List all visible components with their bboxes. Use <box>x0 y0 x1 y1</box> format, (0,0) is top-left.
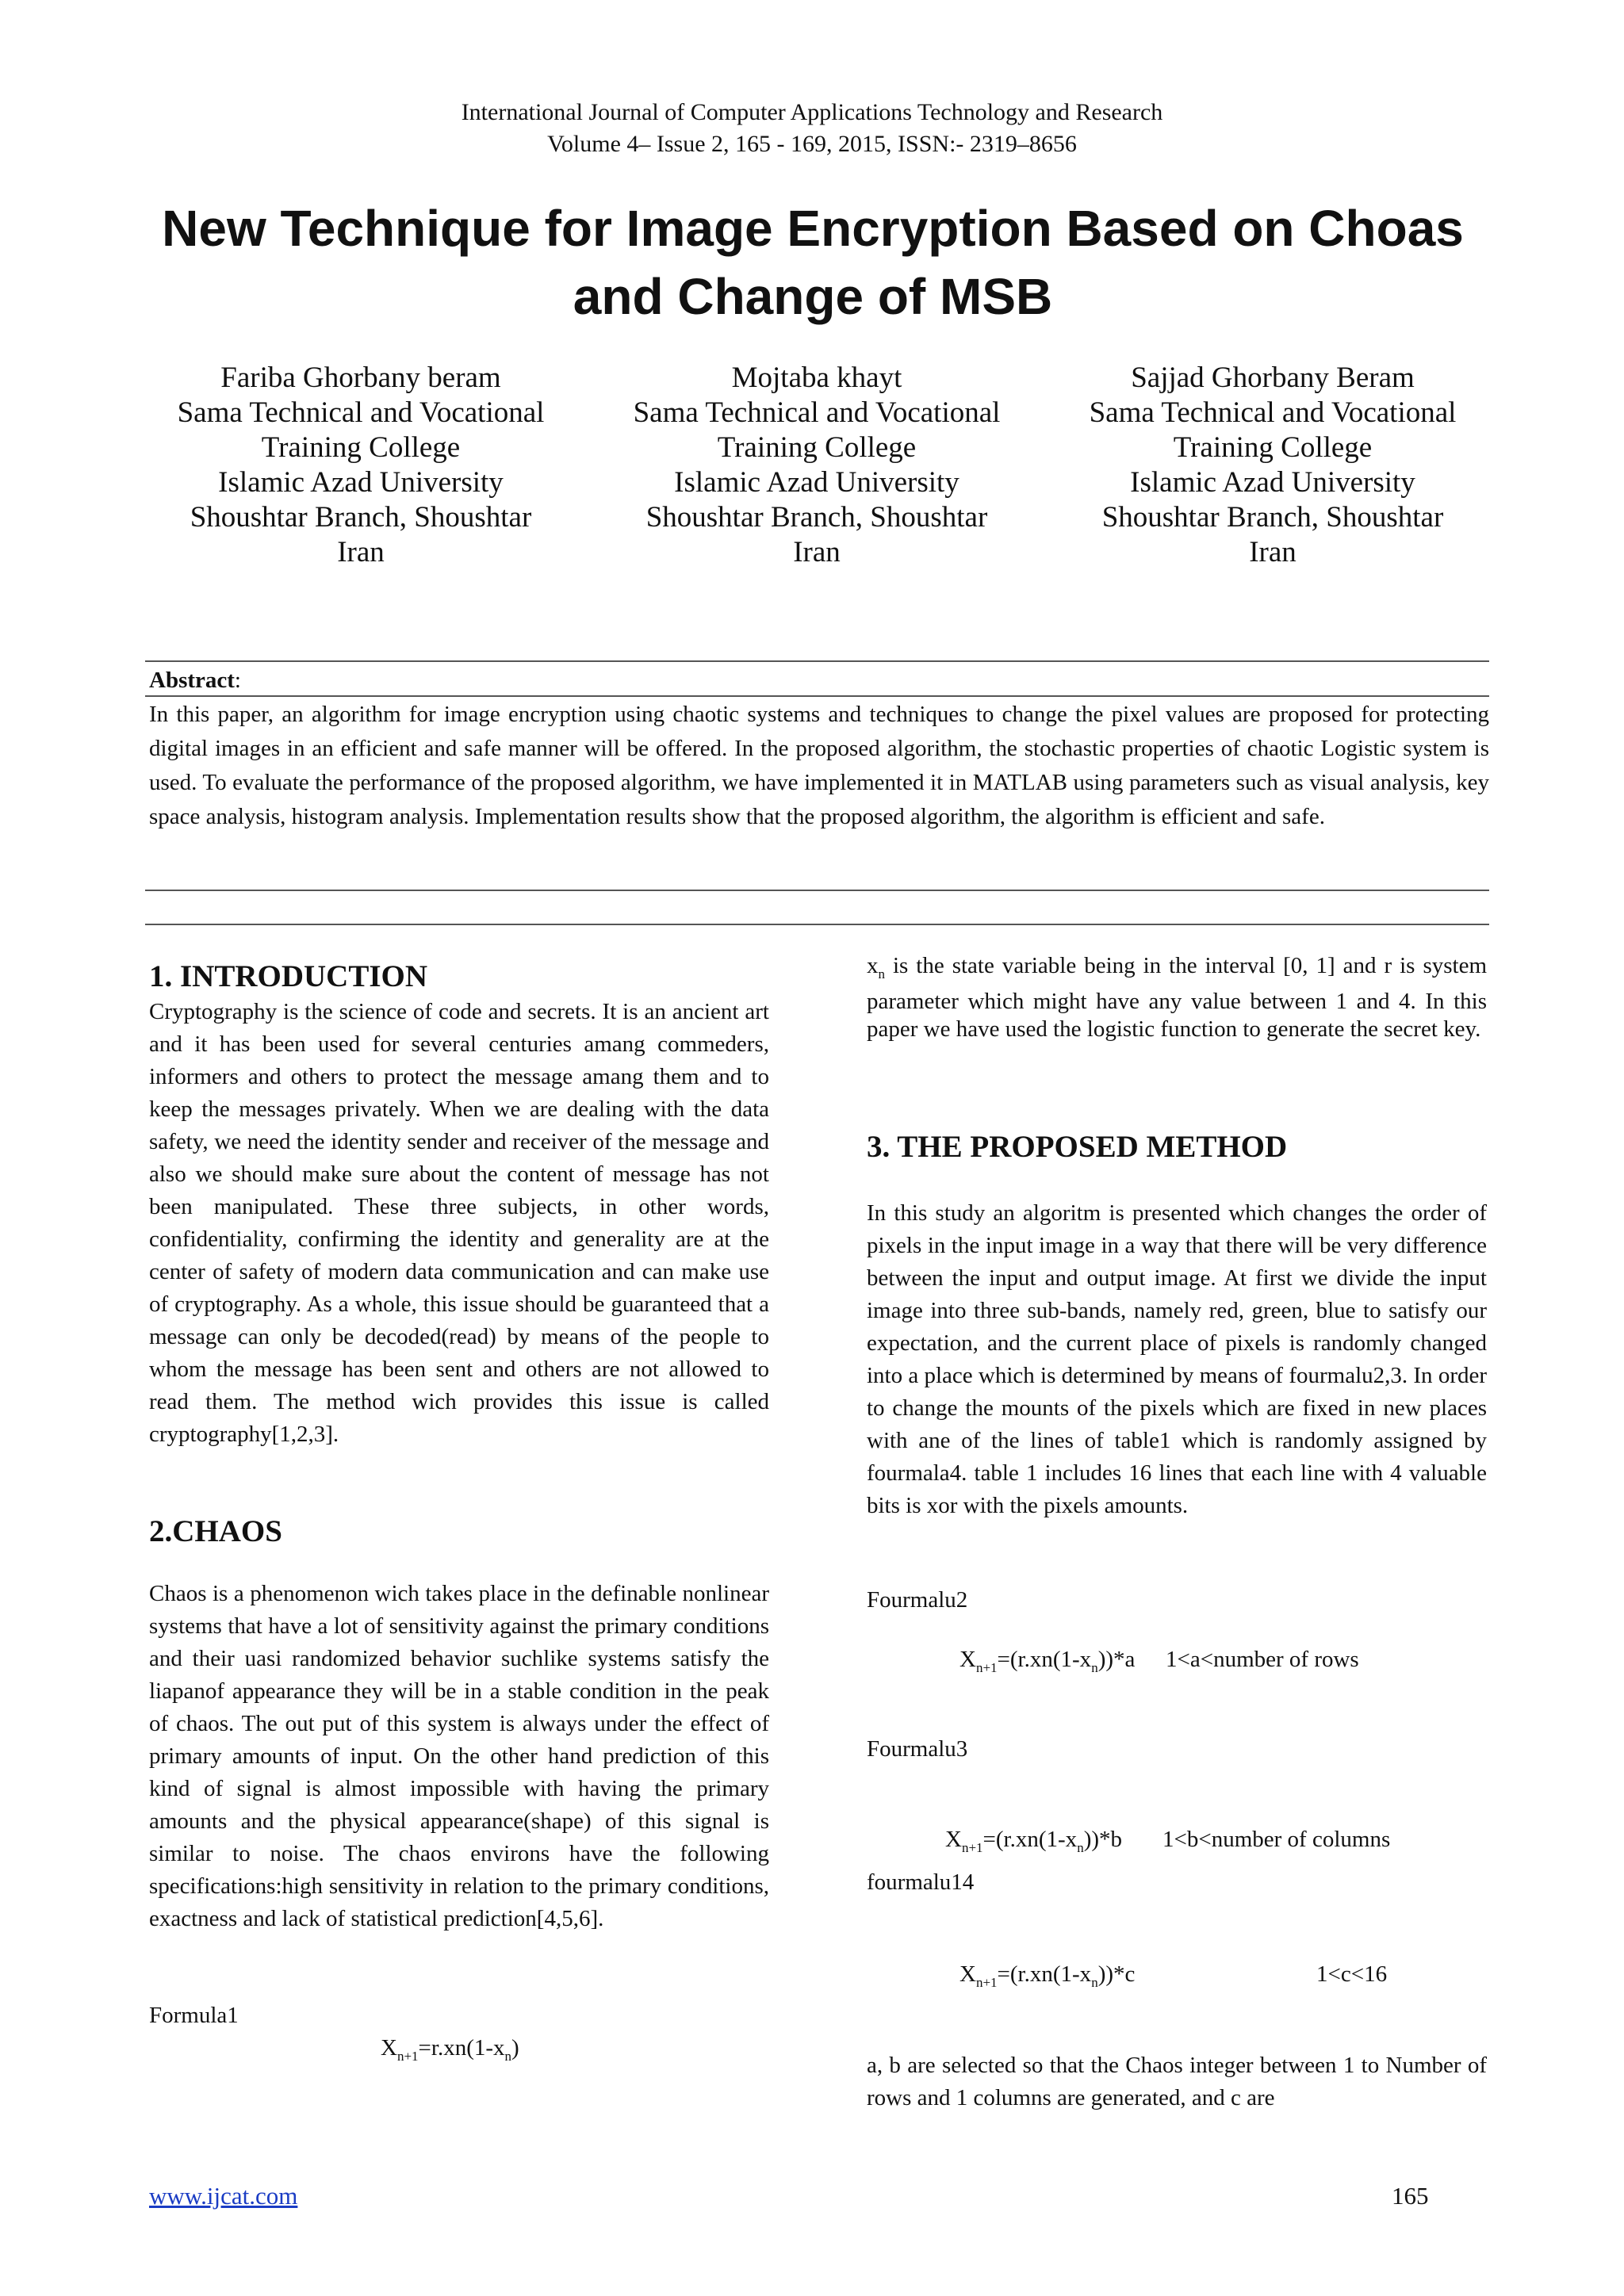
formula-expression: =r.xn(1-x <box>418 2035 505 2061</box>
author-affiliation: Islamic Azad University <box>674 466 959 499</box>
formula-4-label: fourmalu14 <box>867 1869 975 1895</box>
formula-subscript: n <box>1091 1974 1098 1990</box>
author-name: Mojtaba khayt <box>731 362 902 394</box>
formula-4 <box>959 1960 1135 1997</box>
author-country: Iran <box>793 536 841 568</box>
variable-description: is the state variable being in the interval [0, 1] and r is system parameter which might have any value between 1 and 4. In this paper we have used the logistic function to generate the secret key. <box>867 953 1487 1042</box>
formula-3 <box>945 1825 1122 1862</box>
state-variable-text <box>867 952 1487 1043</box>
author-affiliation: Islamic Azad University <box>1130 466 1415 499</box>
author-block-1 <box>139 361 583 570</box>
method-closing-text: a, b are selected so that the Chaos integer between 1 to Number of rows and 1 columns are generated, and c are <box>867 2053 1487 2110</box>
formula-subscript: n <box>1077 1839 1084 1855</box>
formula-2-label: Fourmalu2 <box>867 1587 968 1613</box>
formula-subscript: n+1 <box>396 2048 419 2064</box>
author-affiliation: Shoushtar Branch, Shoushtar <box>645 501 988 534</box>
introduction-text: Cryptography is the science of code and secrets. It is an ancient art and it has been used for several centuries amang commeders, informers and others to protect the message amang them and to keep the messages privately. When we are dealing with the data safety, we need the identity sender and receiver of the message and also we should make sure about the content of message has not been manipulated. These three subjects, in other words, confidentiality, confirming the identity and generality are at the center of safety of modern data communication and can make use of cryptography. As a whole, this issue should be guaranteed that a message can only be decoded(read) by means of the people to whom the message has been sent and others are not allowed to read them. The method wich provides this issue is called cryptography[1,2,3]. <box>149 999 769 1447</box>
divider-line <box>145 890 1489 891</box>
title-line-1: New Technique for Image Encryption Based on Choas <box>162 200 1464 257</box>
formula-subscript: n+1 <box>975 1659 998 1675</box>
author-block-2 <box>595 361 1039 570</box>
author-affiliation: Shoushtar Branch, Shoushtar <box>190 501 532 534</box>
formula-4-condition: 1<c<16 <box>1316 1961 1388 1987</box>
formula-subscript: n <box>1091 1659 1098 1675</box>
author-affiliation: Training College <box>717 431 917 464</box>
divider-line <box>145 924 1489 925</box>
abstract-label <box>149 666 241 695</box>
formula-3-condition: 1<b<number of columns <box>1162 1827 1391 1852</box>
formula-expression: ))*c <box>1097 1961 1136 1987</box>
section-heading-chaos: 2.CHAOS <box>149 1514 282 1548</box>
journal-website-link[interactable]: www.ijcat.com <box>149 2182 298 2210</box>
divider-line <box>145 695 1489 697</box>
formula-3-label: Fourmalu3 <box>867 1736 968 1762</box>
title-line-2: and Change of MSB <box>573 268 1053 325</box>
author-country: Iran <box>337 536 385 568</box>
formula-symbol: X <box>945 1827 962 1852</box>
chaos-text: Chaos is a phenomenon wich takes place in the definable nonlinear systems that have a lot of sensitivity against the primary conditions and their uasi randomized behavior suchlike systems satisfy the liapanof appearance they will be in a stable condition in the peak of chaos. The out put of this system is always under the effect of primary amounts of input. On the other hand prediction of this kind of signal is almost impossible with having the primary amounts and the physical appearance(shape) of this signal is similar to noise. The chaos environs have the following specifications:high sensitivity in relation to the primary conditions, exactness and lack of statistical prediction[4,5,6]. <box>149 1581 769 1931</box>
proposed-method-text: In this study an algoritm is presented which changes the order of pixels in the input image in a way that there will be very difference between the input and output image. At first we divide the input image into three sub-bands, namely red, green, blue to satisfy our expectation, and the current place of pixels is randomly changed into a place which is determined by means of fourmalu2,3. In order to change the mounts of the pixels which are fixed in new places with ane of the lines of table1 which is randomly assigned by fourmala4. table 1 includes 16 lines that each line with 4 valuable bits is xor with the pixels amounts. <box>867 1200 1487 1518</box>
section-heading-proposed-method: 3. THE PROPOSED METHOD <box>867 1130 1288 1164</box>
formula-expression: ) <box>511 2035 519 2061</box>
abstract-text: In this paper, an algorithm for image encryption using chaotic systems and techniques to change the pixel values are proposed for protecting digital images in an efficient and safe manner will be offered. In the proposed algorithm, the stochastic properties of chaotic Logistic system is used. To evaluate the performance of the proposed algorithm, we have implemented it in MATLAB using parameters such as visual analysis, key space analysis, histogram analysis. Implementation results show that the proposed algorithm, the algorithm is efficient and safe. <box>149 702 1489 829</box>
formula-subscript: n <box>504 2048 512 2064</box>
formula-1 <box>381 2034 519 2071</box>
formula-expression: ))*a <box>1097 1647 1136 1672</box>
author-affiliation: Sama Technical and Vocational <box>633 396 1001 429</box>
page-number: 165 <box>1392 2182 1429 2210</box>
formula-symbol: X <box>381 2035 397 2061</box>
formula-2 <box>959 1645 1135 1682</box>
formula-expression: =(r.xn(1-x <box>997 1647 1092 1672</box>
author-name: Fariba Ghorbany beram <box>220 362 501 394</box>
author-affiliation: Islamic Azad University <box>218 466 504 499</box>
formula-2-condition: 1<a<number of rows <box>1166 1647 1359 1672</box>
abstract-colon: : <box>234 668 241 693</box>
formula-1-label: Formula1 <box>149 2003 239 2028</box>
divider-line <box>145 660 1489 662</box>
author-block-3 <box>1051 361 1495 570</box>
variable-symbol: x <box>867 953 879 978</box>
section-heading-introduction: 1. INTRODUCTION <box>149 959 428 993</box>
formula-subscript: n+1 <box>961 1839 983 1855</box>
formula-expression: =(r.xn(1-x <box>997 1961 1092 1987</box>
author-affiliation: Training College <box>1173 431 1373 464</box>
paper-title <box>119 194 1507 331</box>
formula-symbol: X <box>959 1647 976 1672</box>
abstract-label-text: Abstract <box>149 668 235 693</box>
journal-volume: Volume 4– Issue 2, 165 - 169, 2015, ISSN:- 2319–8656 <box>547 131 1077 157</box>
formula-subscript: n+1 <box>975 1974 998 1990</box>
formula-symbol: X <box>959 1961 976 1987</box>
author-affiliation: Training College <box>261 431 461 464</box>
author-affiliation: Shoushtar Branch, Shoushtar <box>1101 501 1444 534</box>
author-affiliation: Sama Technical and Vocational <box>177 396 545 429</box>
journal-name: International Journal of Computer Applications Technology and Research <box>461 99 1163 125</box>
formula-expression: ))*b <box>1083 1827 1123 1852</box>
formula-expression: =(r.xn(1-x <box>982 1827 1078 1852</box>
variable-subscript: n <box>878 966 885 982</box>
author-country: Iran <box>1249 536 1297 568</box>
author-name: Sajjad Ghorbany Beram <box>1131 362 1415 394</box>
author-affiliation: Sama Technical and Vocational <box>1089 396 1457 429</box>
